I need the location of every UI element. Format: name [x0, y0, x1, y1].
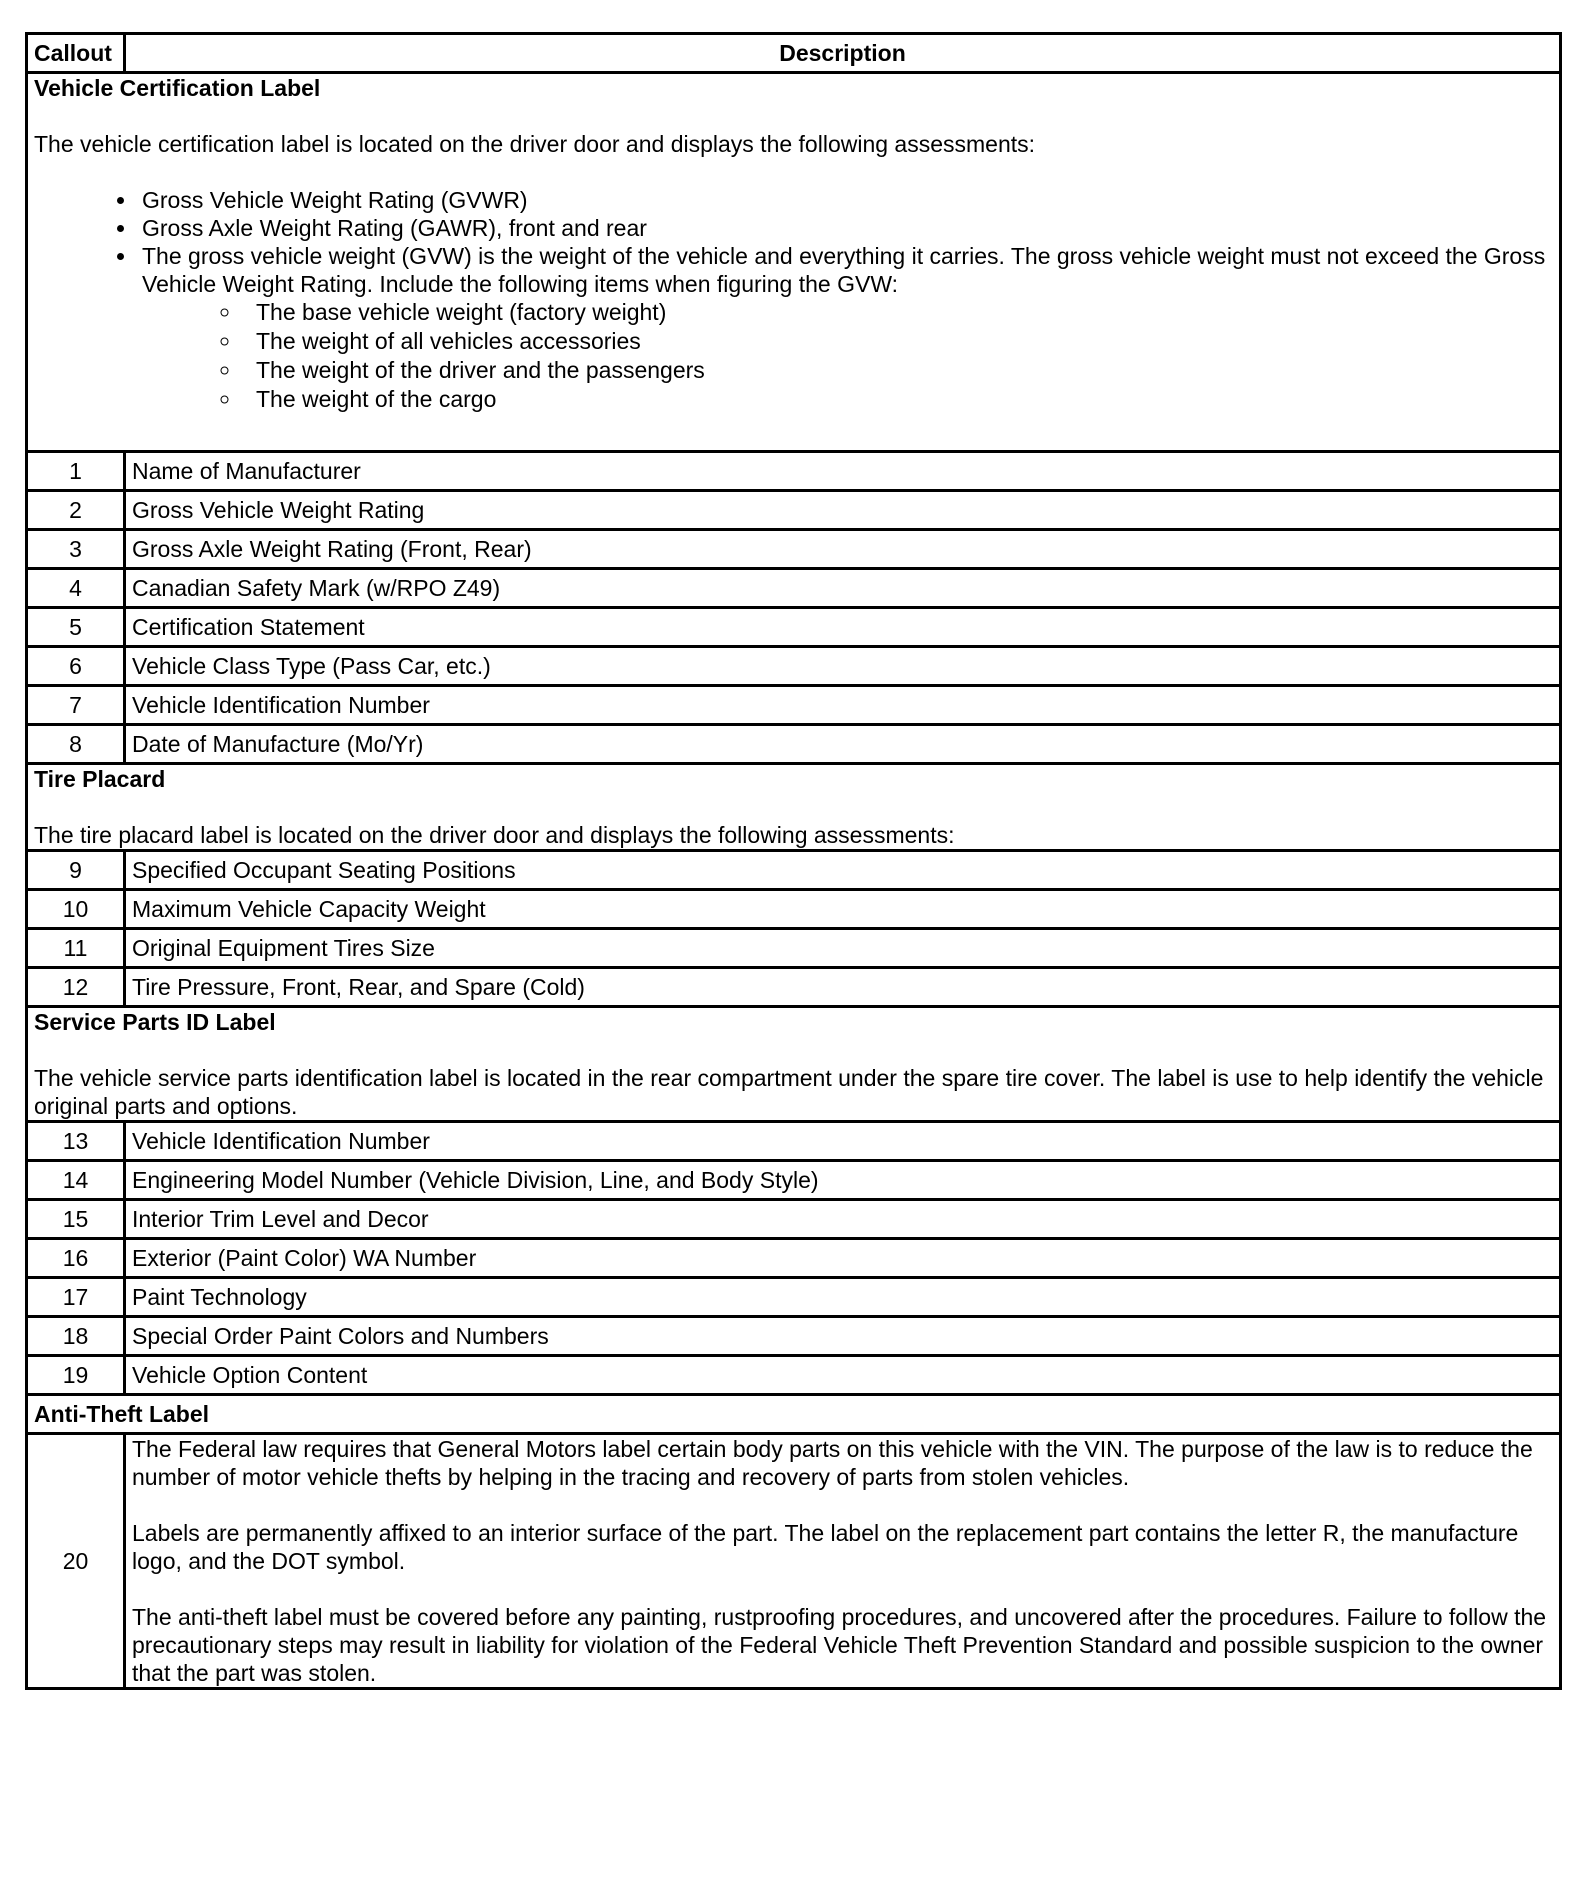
callout-table: [25, 32, 1562, 1690]
bullet-list: [34, 186, 1553, 414]
table-row: [27, 569, 1561, 608]
vehicle-cert-section-cell: [27, 73, 1561, 452]
spacer: [34, 414, 1553, 450]
callout-number: 17: [27, 1278, 125, 1317]
callout-number: 7: [27, 686, 125, 725]
table-row: [27, 491, 1561, 530]
callout-description: Original Equipment Tires Size: [125, 929, 1561, 968]
callout-description: Date of Manufacture (Mo/Yr): [125, 725, 1561, 764]
section-title: Vehicle Certification Label: [34, 75, 321, 101]
table-header-row: [27, 34, 1561, 73]
section-title: Service Parts ID Label: [34, 1009, 276, 1035]
bullet-item: • Gross Axle Weight Rating (GAWR), front and rear: [138, 214, 1553, 242]
section-intro: The tire placard label is located on the driver door and displays the following assessments:: [34, 822, 955, 848]
bullet-text: The gross vehicle weight (GVW) is the weight of the vehicle and everything it carries. The gross vehicle weight must not exceed the Gross Vehicle Weight Rating. Include the following items when figuring the GVW:: [142, 243, 1546, 297]
section-title: Anti-Theft Label: [34, 1401, 210, 1427]
service-parts-section: [27, 1007, 1561, 1122]
bullet-item: • Gross Vehicle Weight Rating (GVWR): [138, 186, 1553, 214]
anti-theft-section-cell: [27, 1395, 1561, 1434]
callout-number: 13: [27, 1122, 125, 1161]
callout-description: Canadian Safety Mark (w/RPO Z49): [125, 569, 1561, 608]
callout-number: 2: [27, 491, 125, 530]
table-row: [27, 452, 1561, 491]
callout-column-header: Callout: [27, 34, 125, 73]
callout-description: Vehicle Class Type (Pass Car, etc.): [125, 647, 1561, 686]
callout-number: 9: [27, 851, 125, 890]
callout-number: 15: [27, 1200, 125, 1239]
callout-number: 19: [27, 1356, 125, 1395]
paragraph: The anti-theft label must be covered before any painting, rustproofing procedures, and uncovered after the procedures. Failure to follow the precautionary steps may result in liability for violation of the Federal Vehicle Theft Prevention Standard and possible suspicion to the owner that the part was stolen.: [132, 1604, 1547, 1686]
callout-description: Maximum Vehicle Capacity Weight: [125, 890, 1561, 929]
paragraph: The Federal law requires that General Motors label certain body parts on this vehicle with the VIN. The purpose of the law is to reduce the number of motor vehicle thefts by helping in the tracing and recovery of parts from stolen vehicles.: [132, 1436, 1533, 1490]
sub-bullet-item: ◦ The weight of the cargo: [242, 385, 1553, 414]
callout-number: 4: [27, 569, 125, 608]
table-row: [27, 1278, 1561, 1317]
sub-bullet-item: ◦ The weight of the driver and the passengers: [242, 356, 1553, 385]
table-row: [27, 1434, 1561, 1689]
table-row: [27, 608, 1561, 647]
callout-number: 20: [27, 1434, 125, 1689]
callout-description: Vehicle Identification Number: [125, 686, 1561, 725]
callout-number: 11: [27, 929, 125, 968]
callout-number: 18: [27, 1317, 125, 1356]
callout-description: Engineering Model Number (Vehicle Division, Line, and Body Style): [125, 1161, 1561, 1200]
callout-description: Specified Occupant Seating Positions: [125, 851, 1561, 890]
table-row: [27, 1161, 1561, 1200]
callout-number: 1: [27, 452, 125, 491]
table-row: [27, 968, 1561, 1007]
callout-number: 8: [27, 725, 125, 764]
service-parts-section-cell: [27, 1007, 1561, 1122]
table-row: [27, 686, 1561, 725]
table-row: [27, 929, 1561, 968]
section-title: Tire Placard: [34, 766, 166, 792]
callout-number: 6: [27, 647, 125, 686]
table-row: [27, 530, 1561, 569]
tire-placard-section: [27, 764, 1561, 851]
callout-description: Paint Technology: [125, 1278, 1561, 1317]
bullet-item: [138, 242, 1553, 414]
callout-description: Tire Pressure, Front, Rear, and Spare (Cold): [125, 968, 1561, 1007]
sub-bullet-item: ◦ The weight of all vehicles accessories: [242, 327, 1553, 356]
table-row: [27, 1239, 1561, 1278]
callout-description: Gross Axle Weight Rating (Front, Rear): [125, 530, 1561, 569]
tire-placard-section-cell: [27, 764, 1561, 851]
callout-number: 14: [27, 1161, 125, 1200]
table-row: [27, 1122, 1561, 1161]
callout-description: Certification Statement: [125, 608, 1561, 647]
callout-description: Vehicle Option Content: [125, 1356, 1561, 1395]
callout-number: 3: [27, 530, 125, 569]
table-row: [27, 1356, 1561, 1395]
table-row: [27, 851, 1561, 890]
paragraph: Labels are permanently affixed to an interior surface of the part. The label on the replacement part contains the letter R, the manufacture logo, and the DOT symbol.: [132, 1520, 1519, 1574]
callout-description: Interior Trim Level and Decor: [125, 1200, 1561, 1239]
section-intro: The vehicle service parts identification label is located in the rear compartment under the spare tire cover. The label is use to help identify the vehicle original parts and options.: [34, 1065, 1544, 1119]
section-intro: The vehicle certification label is located on the driver door and displays the following assessments:: [34, 131, 1036, 157]
description-column-header: Description: [125, 34, 1561, 73]
sub-bullet-list: [142, 298, 1553, 414]
callout-description: Vehicle Identification Number: [125, 1122, 1561, 1161]
vehicle-cert-section: [27, 73, 1561, 452]
callout-description: Name of Manufacturer: [125, 452, 1561, 491]
table-row: [27, 725, 1561, 764]
callout-number: 16: [27, 1239, 125, 1278]
callout-description: [125, 1434, 1561, 1689]
callout-number: 5: [27, 608, 125, 647]
table-row: [27, 1317, 1561, 1356]
anti-theft-section: [27, 1395, 1561, 1434]
table-row: [27, 890, 1561, 929]
callout-description: Special Order Paint Colors and Numbers: [125, 1317, 1561, 1356]
table-row: [27, 1200, 1561, 1239]
callout-number: 12: [27, 968, 125, 1007]
table-row: [27, 647, 1561, 686]
callout-number: 10: [27, 890, 125, 929]
callout-description: Gross Vehicle Weight Rating: [125, 491, 1561, 530]
sub-bullet-item: ◦ The base vehicle weight (factory weight): [242, 298, 1553, 327]
callout-description: Exterior (Paint Color) WA Number: [125, 1239, 1561, 1278]
